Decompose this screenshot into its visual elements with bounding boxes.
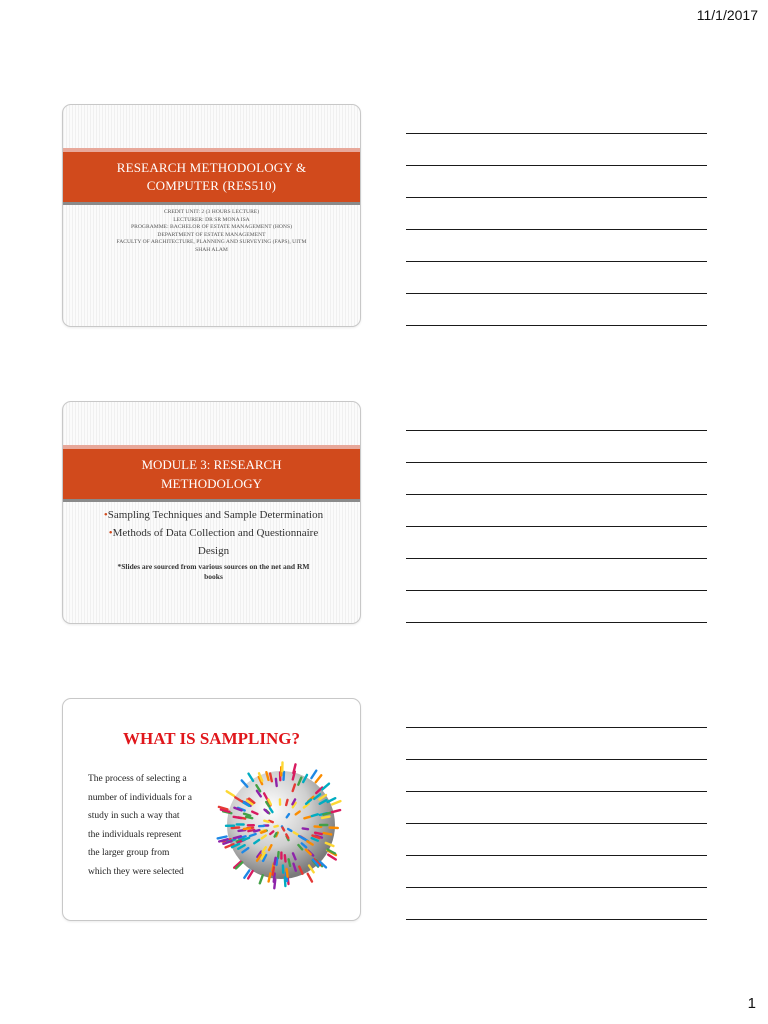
sphere-figure xyxy=(285,878,286,887)
slide-title-line-1: MODULE 3: RESEARCH xyxy=(141,457,282,472)
slide-thumbnail-1 xyxy=(62,104,361,327)
sphere-figure xyxy=(316,775,322,782)
slide-title-line-2: COMPUTER (RES510) xyxy=(146,178,277,193)
sphere-figure xyxy=(328,798,336,802)
note-rule-line xyxy=(406,325,707,326)
sphere-figure xyxy=(277,858,278,865)
sphere-figure xyxy=(283,828,285,831)
sphere-figure xyxy=(270,774,272,782)
note-rule-line xyxy=(406,727,707,728)
sphere-figure xyxy=(273,867,274,874)
page-date: 11/1/2017 xyxy=(696,7,758,23)
sphere-figure xyxy=(285,855,286,861)
note-rule-line xyxy=(406,165,707,166)
sphere-figure xyxy=(254,830,259,831)
sphere-figure xyxy=(284,772,285,780)
page-number: 1 xyxy=(747,995,756,1012)
sphere-figure xyxy=(322,817,329,818)
sphere-figure xyxy=(315,833,322,834)
sphere-figure xyxy=(278,852,279,858)
credit-line: LECTURER: DR SR MONA ISA xyxy=(173,216,250,223)
bullet-item-continuation: Design xyxy=(197,545,230,557)
bullet-item: •Sampling Techniques and Sample Determination xyxy=(103,509,324,521)
sphere-figure xyxy=(274,880,275,889)
note-rule-line xyxy=(406,462,707,463)
source-note xyxy=(83,562,344,582)
sphere-figure xyxy=(218,837,227,839)
note-rule-line xyxy=(406,590,707,591)
paragraph-line: the individuals represent xyxy=(88,829,182,840)
sphere-figure xyxy=(264,821,268,822)
note-rule-line xyxy=(406,526,707,527)
note-rule-line xyxy=(406,887,707,888)
sphere-figure xyxy=(276,779,277,786)
sphere-figure xyxy=(232,828,239,829)
note-rule-line xyxy=(406,133,707,134)
paragraph-line: the larger group from xyxy=(88,848,170,859)
note-rule-line xyxy=(406,197,707,198)
note-rule-line xyxy=(406,759,707,760)
sphere-figure xyxy=(332,801,340,804)
bullet-item: •Methods of Data Collection and Questionnaire xyxy=(108,527,319,539)
sphere-figure xyxy=(246,817,252,818)
note-rule-line xyxy=(406,919,707,920)
sphere-figure xyxy=(311,771,316,779)
slide-title-line-1: RESEARCH METHODOLOGY & xyxy=(116,160,307,175)
sphere-figure xyxy=(288,829,291,831)
note-rule-line xyxy=(406,494,707,495)
paragraph-line: The process of selecting a xyxy=(88,774,187,784)
note-rule-line xyxy=(406,791,707,792)
sphere-figure xyxy=(322,784,329,790)
sphere-figure xyxy=(275,833,277,837)
paragraph-line: study in such a way that xyxy=(88,811,180,822)
slide-thumbnail-2 xyxy=(62,401,361,624)
source-note-line-1: *Slides are sourced from various sources on the net and RM xyxy=(117,562,310,571)
slide-thumbnail-3 xyxy=(62,698,361,921)
slide-title-line-2: METHODOLOGY xyxy=(160,476,263,491)
credit-line: SHAH ALAM xyxy=(195,246,228,253)
bullet-dot-icon: • xyxy=(108,527,113,539)
sphere-figure xyxy=(244,828,250,829)
sphere-figure xyxy=(304,817,309,819)
paragraph-line: which they were selected xyxy=(88,866,184,877)
source-note-line-2: books xyxy=(204,572,223,581)
slide-divider xyxy=(63,202,360,205)
note-rule-line xyxy=(406,261,707,262)
sphere-figure xyxy=(287,869,288,877)
sphere-figure xyxy=(275,858,276,865)
sphere-figure xyxy=(249,774,254,781)
slide-title-banner xyxy=(63,449,360,499)
slide-credits xyxy=(103,209,320,255)
note-rule-line xyxy=(406,622,707,623)
sphere-figure xyxy=(286,800,287,805)
note-rule-line xyxy=(406,823,707,824)
credit-line: PROGRAMME: BACHELOR OF ESTATE MANAGEMENT (HONS) xyxy=(131,224,292,231)
sphere-figure xyxy=(260,875,263,883)
bullet-dot-icon: • xyxy=(103,509,108,521)
credit-line: DEPARTMENT OF ESTATE MANAGEMENT xyxy=(157,231,266,238)
sphere-figure xyxy=(275,826,278,827)
slide-bullet-list xyxy=(83,506,344,582)
sphere-figure xyxy=(234,817,241,818)
slide-divider xyxy=(63,499,360,502)
sphere-figure xyxy=(227,791,235,796)
slide-title: WHAT IS SAMPLING? xyxy=(123,729,300,748)
sphere-figure xyxy=(308,874,312,882)
sphere-figure xyxy=(303,828,308,829)
sphere-figure xyxy=(289,859,291,866)
note-rule-line xyxy=(406,229,707,230)
population-sphere-illustration xyxy=(216,757,346,893)
note-rule-line xyxy=(406,293,707,294)
slide-paragraph xyxy=(88,770,218,882)
sphere-figure xyxy=(324,833,332,834)
note-rule-line xyxy=(406,855,707,856)
credit-line: FACULTY OF ARCHITECTURE, PLANNING AND SURVEYING (FAPS), UITM xyxy=(116,239,307,246)
note-rule-line xyxy=(406,430,707,431)
paragraph-line: number of individuals for a xyxy=(88,792,192,803)
sphere-figure xyxy=(261,831,266,833)
sphere-figure xyxy=(332,810,340,812)
note-rule-line xyxy=(406,558,707,559)
slide-title-banner xyxy=(63,152,360,202)
credit-line: CREDIT UNIT: 2 (3 HOURS LECTURE) xyxy=(163,209,260,215)
